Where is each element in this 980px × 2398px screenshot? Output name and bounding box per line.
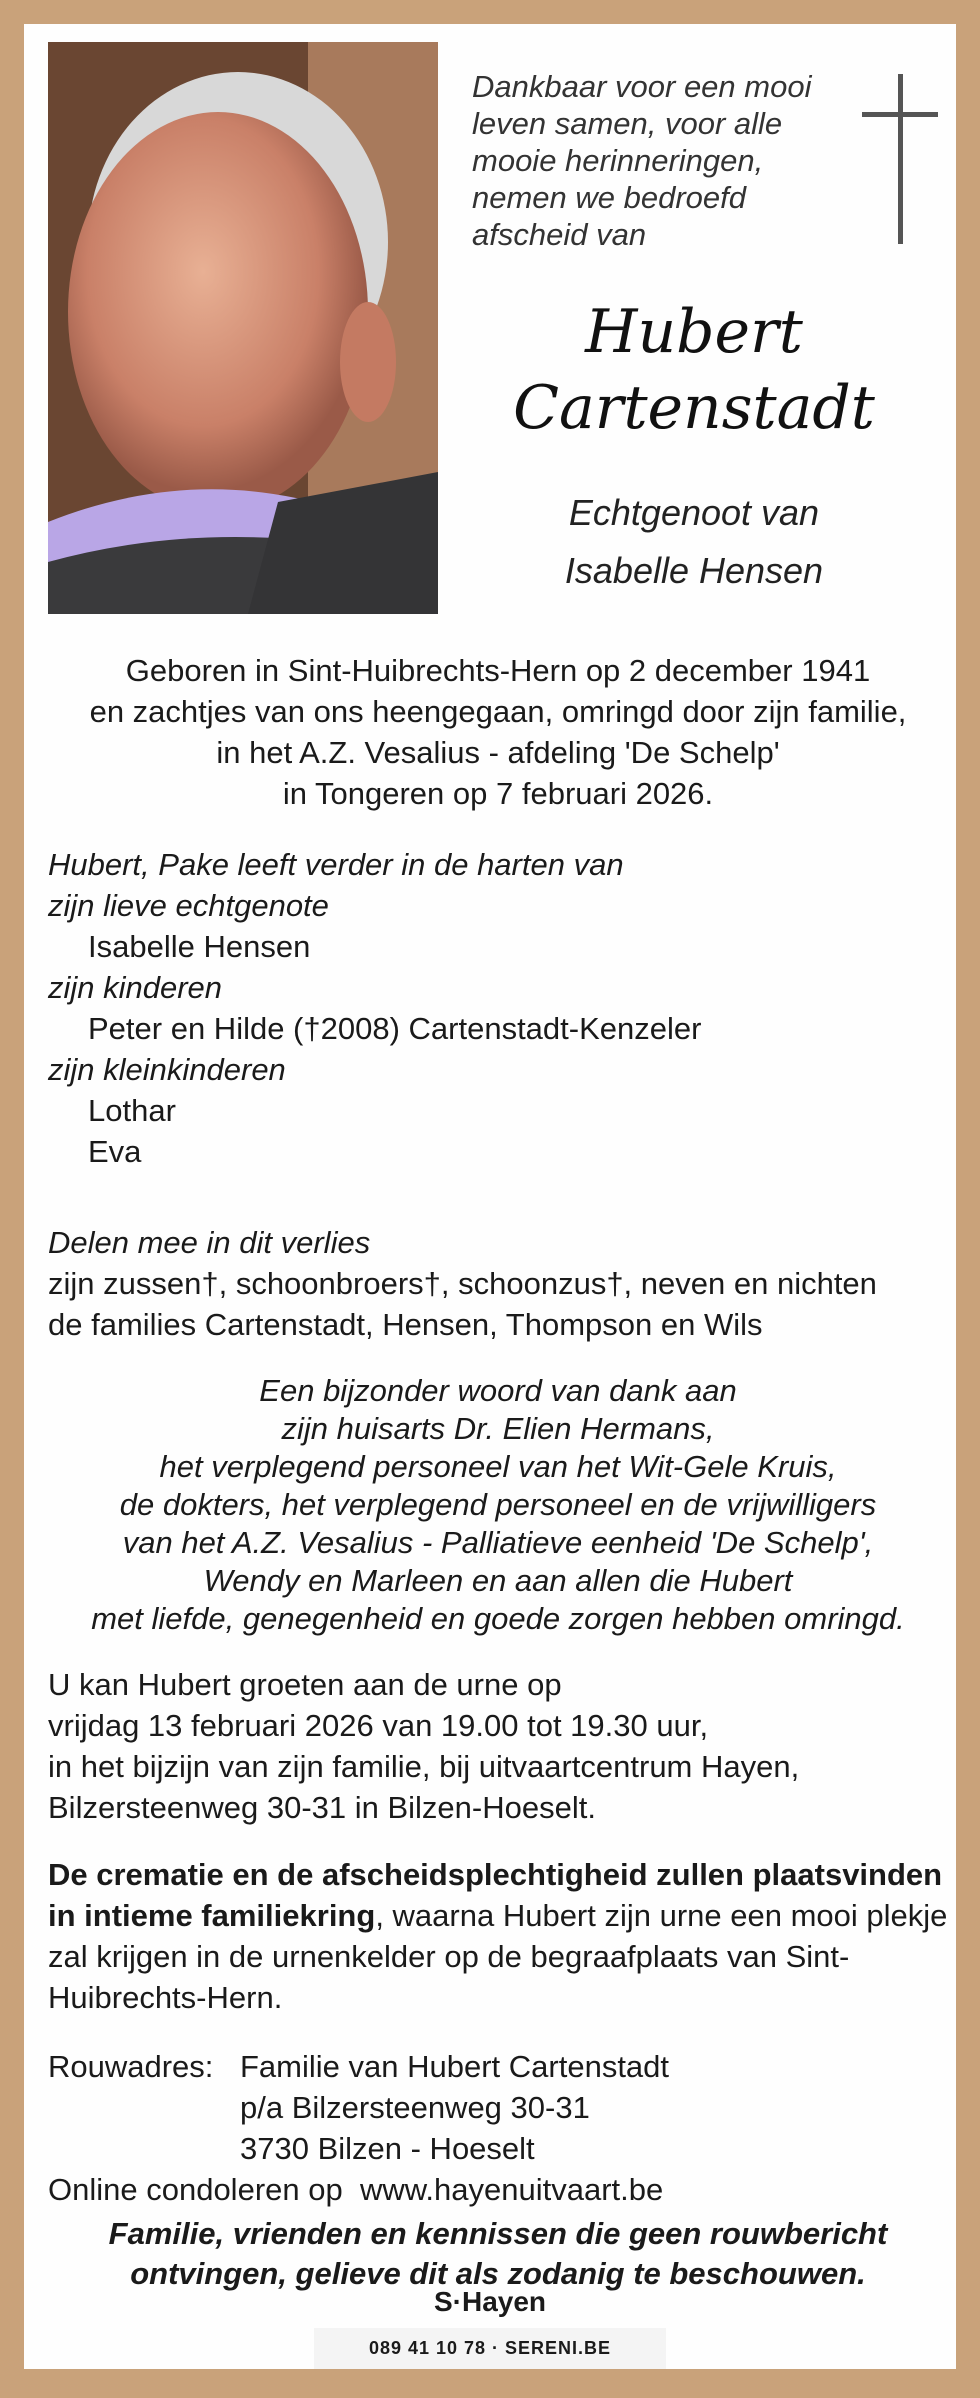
birth-death-info	[48, 650, 948, 814]
family-intro: Hubert, Pake leeft verder in de harten van	[48, 847, 624, 882]
intro-text	[472, 68, 832, 253]
shared-loss	[48, 1222, 948, 1345]
shared-loss-label: Delen mee in dit verlies	[48, 1225, 371, 1260]
intro-line: nemen we bedroefd	[472, 180, 747, 215]
shared-loss-line: de families Cartenstadt, Hensen, Thompson en Wils	[48, 1307, 763, 1342]
first-name: Hubert	[585, 297, 803, 367]
wife-name: Isabelle Hensen	[88, 929, 311, 964]
children-names: Peter en Hilde (†2008) Cartenstadt-Kenzeler	[88, 1011, 702, 1046]
grandchild-name: Lothar	[88, 1093, 176, 1128]
address-line: p/a Bilzersteenweg 30-31	[240, 2090, 590, 2125]
birth-line: Geboren in Sint-Huibrechts-Hern op 2 december 1941	[125, 653, 871, 688]
cremation-bold: De crematie en de afscheidsplechtigheid zullen plaatsvinden in intieme familiekring	[48, 1857, 943, 1933]
last-name: Cartenstadt	[513, 373, 875, 443]
brand-logo: S·Hayen	[433, 2286, 547, 2317]
birth-line: in Tongeren op 7 februari 2026.	[282, 776, 714, 811]
deceased-name	[464, 294, 924, 446]
portrait-photo	[48, 42, 438, 614]
footer-contact: 089 41 10 78 · SERENI.BE	[314, 2328, 666, 2369]
cremation-rest: , waarna Hubert zijn urne een mooi plekje zal krijgen in de urnenkelder op de begraafplaats van Sint-Huibrechts-Hern.	[48, 1898, 948, 2015]
intro-line: afscheid van	[472, 217, 647, 252]
birth-line: en zachtjes van ons heengegaan, omringd door zijn familie,	[89, 694, 907, 729]
spouse-info	[464, 484, 924, 600]
online-url[interactable]: www.hayenuitvaart.be	[359, 2172, 664, 2207]
obituary-card	[24, 24, 956, 2369]
birth-line: in het A.Z. Vesalius - afdeling 'De Schelp'	[216, 735, 780, 770]
notice-line: ontvingen, gelieve dit als zodanig te beschouwen.	[130, 2256, 866, 2291]
address-label: Rouwadres:	[48, 2049, 214, 2084]
thanks-line: van het A.Z. Vesalius - Palliatieve eenheid 'De Schelp',	[122, 1525, 874, 1560]
thanks-line: het verplegend personeel van het Wit-Gele Kruis,	[159, 1449, 837, 1484]
address-info	[48, 2046, 948, 2210]
intro-line: Dankbaar voor een mooi	[472, 69, 812, 104]
portrait-image	[48, 42, 438, 614]
grandchildren-label: zijn kleinkinderen	[48, 1052, 286, 1087]
thanks-text	[48, 1372, 948, 1638]
address-line: 3730 Bilzen - Hoeselt	[240, 2131, 535, 2166]
spouse-name: Isabelle Hensen	[564, 550, 824, 591]
intro-line: mooie herinneringen,	[472, 143, 764, 178]
visit-line: Bilzersteenweg 30-31 in Bilzen-Hoeselt.	[48, 1790, 596, 1825]
notice-text	[48, 2214, 948, 2294]
notice-line: Familie, vrienden en kennissen die geen rouwbericht	[108, 2216, 888, 2251]
cross-icon	[862, 74, 938, 244]
thanks-line: met liefde, genegenheid en goede zorgen hebben omringd.	[91, 1601, 905, 1636]
visit-line: in het bijzijn van zijn familie, bij uitvaartcentrum Hayen,	[48, 1749, 800, 1784]
thanks-line: zijn huisarts Dr. Elien Hermans,	[281, 1411, 715, 1446]
online-label: Online condoleren op	[48, 2172, 343, 2207]
cremation-info	[48, 1854, 948, 2018]
shared-loss-line: zijn zussen†, schoonbroers†, schoonzus†, neven en nichten	[48, 1266, 877, 1301]
thanks-line: de dokters, het verplegend personeel en de vrijwilligers	[119, 1487, 877, 1522]
children-label: zijn kinderen	[48, 970, 223, 1005]
wife-label: zijn lieve echtgenote	[48, 888, 329, 923]
spouse-label: Echtgenoot van	[568, 492, 820, 533]
visit-info	[48, 1664, 948, 1828]
visit-line: U kan Hubert groeten aan de urne op	[48, 1667, 562, 1702]
thanks-line: Een bijzonder woord van dank aan	[259, 1373, 737, 1408]
visit-line: vrijdag 13 februari 2026 van 19.00 tot 19.30 uur,	[48, 1708, 709, 1743]
family-list	[48, 844, 948, 1172]
intro-line: leven samen, voor alle	[472, 106, 783, 141]
address-line: Familie van Hubert Cartenstadt	[240, 2049, 670, 2084]
thanks-line: Wendy en Marleen en aan allen die Hubert	[203, 1563, 793, 1598]
grandchild-name: Eva	[88, 1134, 142, 1169]
